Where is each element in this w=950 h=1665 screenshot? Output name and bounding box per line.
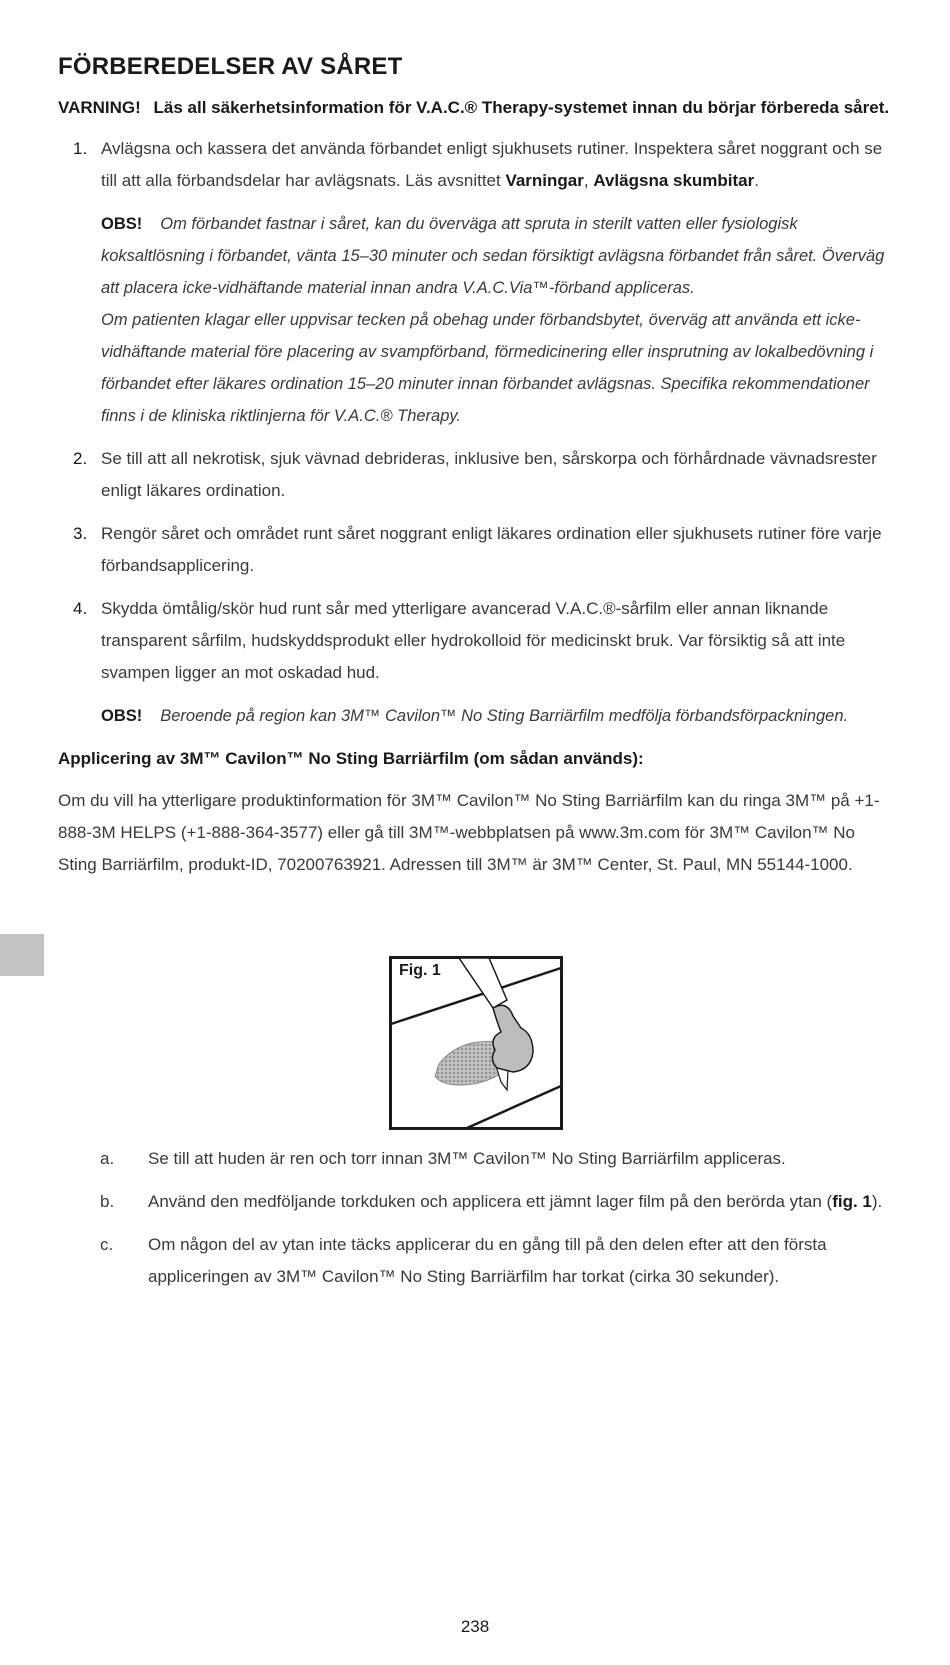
step-number: 4. bbox=[73, 599, 88, 618]
step-item bbox=[58, 518, 898, 582]
note-block bbox=[101, 700, 898, 732]
note-text: Om förbandet fastnar i såret, kan du överväga att spruta in sterilt vatten eller fysiologisk koksaltlösning i förbandet, vänta 15–30 minuter och sedan försiktigt avlägsna förbandet från såret. Överväg att placera icke-vidhäftande material innan andra V.A.C.Via™-förband appliceras. bbox=[101, 215, 885, 297]
substep-text: Se till att huden är ren och torr innan 3M™ Cavilon™ No Sting Barriärfilm appliceras. bbox=[148, 1149, 786, 1168]
ref-remove-foam: Avlägsna skumbitar bbox=[593, 171, 755, 190]
substep-letter: c. bbox=[100, 1235, 114, 1254]
substep-end: ). bbox=[871, 1192, 883, 1211]
page-number: 238 bbox=[460, 1617, 490, 1636]
step-number: 2. bbox=[73, 449, 88, 468]
step-text: Skydda ömtålig/skör hud runt sår med ytterligare avancerad V.A.C.®-sårfilm eller annan liknande transparent sårfilm, hudskyddsprodukt eller hydrokolloid för medicinskt bruk. Var försiktig så att inte svampen ligger an mot oskadad hud. bbox=[101, 599, 846, 682]
substep-letter: a. bbox=[100, 1149, 115, 1168]
warning-block bbox=[58, 92, 898, 123]
figure-illustration bbox=[389, 956, 563, 1130]
step-separator: , bbox=[583, 171, 594, 190]
figure-1 bbox=[389, 956, 563, 1130]
note-label: OBS! bbox=[101, 707, 143, 725]
step-item bbox=[58, 593, 898, 689]
step-item bbox=[58, 133, 898, 197]
substep-item bbox=[100, 1186, 900, 1218]
substeps-list bbox=[100, 1143, 900, 1304]
step-text: Avlägsna och kassera det använda förbandet enligt sjukhusets rutiner. Inspektera såret noggrant och se till att alla förbandsdelar har avlägsnats. Läs avsnittet bbox=[101, 139, 883, 190]
section-heading: FÖRBEREDELSER AV SÅRET bbox=[58, 53, 403, 80]
ref-warnings: Varningar bbox=[505, 171, 584, 190]
page-content bbox=[58, 52, 898, 881]
info-paragraph: Om du vill ha ytterligare produktinformation för 3M™ Cavilon™ No Sting Barriärfilm kan du ringa 3M™ på +1-888-3M HELPS (+1-888-364-3577) eller gå till 3M™-webbplatsen på www.3m.com för 3M™ Cavilon™ No Sting Barriärfilm, produkt-ID, 70200763921. Adressen till 3M™ är 3M™ Center, St. Paul, MN 55144-1000. bbox=[58, 791, 880, 874]
figure-reference: fig. 1 bbox=[832, 1192, 872, 1211]
note-label: OBS! bbox=[101, 215, 143, 233]
note-text: Om patienten klagar eller uppvisar tecken på obehag under förbandsbytet, överväg att använda ett icke-vidhäftande material före placering av svampförband, förmedicinering eller insprutning av lokalbedövning i förbandet efter läkares ordination 15–20 minuter innan förbandet avlägsnas. Specifika rekommendationer finns i de kliniska riktlinjerna för V.A.C.® Therapy. bbox=[101, 311, 874, 425]
substep-text: Använd den medföljande torkduken och applicera ett jämnt lager film på den berörda ytan ( bbox=[148, 1192, 833, 1211]
warning-text: Läs all säkerhetsinformation för V.A.C.® Therapy-systemet innan du börjar förbereda såret. bbox=[153, 98, 890, 117]
steps-list bbox=[58, 133, 898, 732]
subheading: Applicering av 3M™ Cavilon™ No Sting Barriärfilm (om sådan används): bbox=[58, 749, 644, 768]
note-text: Beroende på region kan 3M™ Cavilon™ No Sting Barriärfilm medfölja förbandsförpackningen. bbox=[160, 707, 849, 725]
step-number: 1. bbox=[73, 139, 88, 158]
figure-label: Fig. 1 bbox=[399, 962, 441, 979]
warning-label: VARNING! bbox=[58, 98, 141, 117]
step-number: 3. bbox=[73, 524, 88, 543]
step-text: Rengör såret och området runt såret noggrant enligt läkares ordination eller sjukhusets rutiner före varje förbandsapplicering. bbox=[101, 524, 882, 575]
section-tab-marker bbox=[0, 934, 44, 976]
substep-item bbox=[100, 1143, 900, 1175]
step-item bbox=[58, 443, 898, 507]
note-block bbox=[101, 208, 898, 432]
step-text: Se till att all nekrotisk, sjuk vävnad debrideras, inklusive ben, sårskorpa och förhårdnade vävnadsrester enligt läkares ordination. bbox=[101, 449, 877, 500]
substep-letter: b. bbox=[100, 1192, 115, 1211]
substep-item bbox=[100, 1229, 900, 1293]
step-end: . bbox=[754, 171, 759, 190]
substep-text: Om någon del av ytan inte täcks applicerar du en gång till på den delen efter att den första appliceringen av 3M™ Cavilon™ No Sting Barriärfilm har torkat (cirka 30 sekunder). bbox=[148, 1235, 827, 1286]
